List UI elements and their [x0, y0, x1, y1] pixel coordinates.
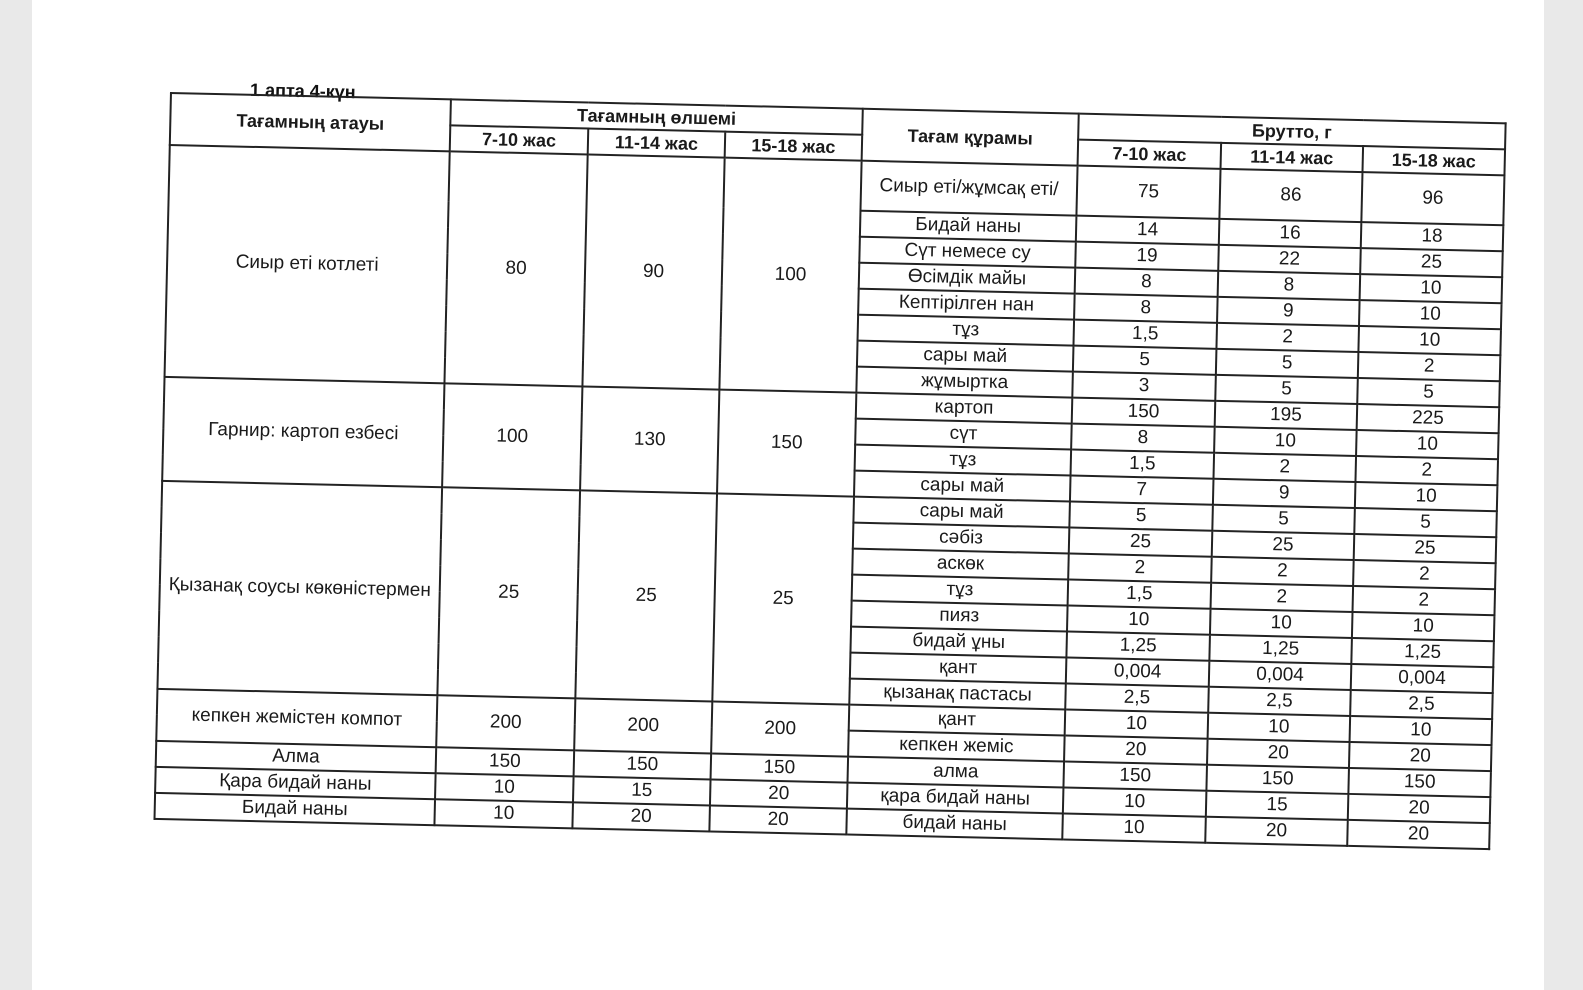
brutto-15-18: 10 [1352, 612, 1495, 641]
brutto-7-10: 7 [1070, 476, 1214, 505]
brutto-7-10: 14 [1076, 216, 1220, 245]
brutto-7-10: 19 [1075, 242, 1219, 271]
brutto-7-10: 0,004 [1066, 657, 1210, 686]
brutto-15-18: 18 [1361, 222, 1504, 251]
brutto-11-14: 9 [1213, 479, 1356, 508]
portion-11-14: 150 [574, 750, 712, 779]
brutto-7-10: 8 [1071, 424, 1215, 453]
header-dish-name: Тағамның атауы [170, 93, 451, 151]
header-brutto-age-11-14: 11-14 жас [1221, 143, 1364, 172]
brutto-11-14: 5 [1212, 505, 1355, 534]
ingredient-name: қызанақ пастасы [849, 679, 1066, 710]
brutto-7-10: 20 [1064, 735, 1208, 764]
brutto-15-18: 10 [1350, 716, 1493, 745]
ingredient-name: сәбіз [853, 523, 1070, 554]
brutto-15-18: 10 [1360, 274, 1503, 303]
portion-11-14: 130 [580, 386, 719, 493]
brutto-15-18: 5 [1354, 508, 1497, 537]
brutto-11-14: 16 [1219, 219, 1362, 248]
portion-11-14: 90 [582, 154, 724, 389]
brutto-7-10: 25 [1069, 528, 1213, 557]
brutto-11-14: 5 [1215, 375, 1358, 404]
brutto-11-14: 1,25 [1209, 635, 1352, 664]
portion-7-10: 25 [437, 487, 580, 698]
brutto-15-18: 0,004 [1351, 664, 1494, 693]
brutto-7-10: 2 [1068, 554, 1212, 583]
header-portion: Тағамның өлшемі [450, 99, 862, 134]
ingredient-name: Сүт немесе су [859, 237, 1076, 268]
header-portion-age-11-14: 11-14 жас [588, 128, 726, 157]
brutto-15-18: 2 [1355, 456, 1498, 485]
ingredient-name: Сиыр еті/жұмсақ еті/ [860, 161, 1077, 216]
portion-15-18: 20 [710, 779, 848, 808]
header-brutto-age-7-10: 7-10 жас [1078, 140, 1222, 169]
dish-name: Бидай наны [155, 793, 436, 825]
brutto-11-14: 10 [1210, 609, 1353, 638]
brutto-11-14: 25 [1212, 531, 1355, 560]
brutto-7-10: 3 [1072, 372, 1216, 401]
brutto-15-18: 20 [1349, 742, 1492, 771]
brutto-11-14: 2,5 [1208, 687, 1351, 716]
ingredient-name: Бидай наны [860, 211, 1077, 242]
portion-7-10: 100 [442, 383, 582, 490]
brutto-11-14: 10 [1214, 427, 1357, 456]
brutto-7-10: 1,25 [1066, 631, 1210, 660]
brutto-11-14: 10 [1208, 713, 1351, 742]
portion-7-10: 10 [435, 773, 574, 802]
ingredient-name: бидай ұны [850, 627, 1067, 658]
brutto-7-10: 75 [1076, 166, 1220, 219]
brutto-11-14: 9 [1217, 297, 1360, 326]
portion-11-14: 15 [573, 776, 711, 805]
scanned-page [32, 0, 1544, 990]
brutto-15-18: 10 [1356, 430, 1499, 459]
portion-11-14: 20 [572, 802, 710, 831]
brutto-11-14: 15 [1206, 791, 1349, 820]
brutto-15-18: 2 [1353, 586, 1496, 615]
ingredient-name: сары май [853, 497, 1070, 528]
portion-11-14: 25 [575, 490, 717, 701]
brutto-11-14: 150 [1206, 765, 1349, 794]
portion-7-10: 80 [444, 151, 587, 386]
brutto-15-18: 96 [1361, 172, 1504, 225]
dish-name: Алма [156, 741, 437, 773]
ingredient-name: Өсімдік майы [859, 263, 1076, 294]
ingredient-name: кепкен жеміс [848, 731, 1065, 762]
brutto-7-10: 5 [1073, 346, 1217, 375]
portion-15-18: 20 [709, 805, 847, 834]
ingredient-name: сары май [854, 471, 1071, 502]
header-brutto-age-15-18: 15-18 жас [1362, 146, 1505, 175]
brutto-7-10: 150 [1063, 761, 1207, 790]
brutto-7-10: 8 [1075, 268, 1219, 297]
ration-table [153, 92, 1506, 850]
portion-15-18: 100 [719, 158, 861, 393]
brutto-7-10: 1,5 [1073, 320, 1217, 349]
brutto-7-10: 5 [1069, 502, 1213, 531]
ingredient-name: қант [849, 705, 1066, 736]
ingredient-name: пияз [851, 601, 1068, 632]
dish-name: Қызанақ соусы көкөністермен [157, 481, 442, 695]
brutto-15-18: 2,5 [1350, 690, 1493, 719]
header-composition: Тағам құрамы [862, 109, 1079, 166]
brutto-11-14: 86 [1219, 169, 1362, 222]
header-portion-age-7-10: 7-10 жас [450, 125, 589, 154]
brutto-11-14: 22 [1218, 245, 1361, 274]
brutto-15-18: 1,25 [1351, 638, 1494, 667]
ingredient-name: қара бидай наны [847, 783, 1064, 814]
dish-name: кепкен жемістен компот [156, 689, 437, 747]
portion-11-14: 200 [574, 698, 712, 753]
brutto-11-14: 2 [1216, 323, 1359, 352]
ingredient-name: картоп [856, 393, 1073, 424]
brutto-11-14: 20 [1207, 739, 1350, 768]
brutto-15-18: 10 [1358, 326, 1501, 355]
ingredient-name: сары май [857, 341, 1074, 372]
brutto-15-18: 5 [1357, 378, 1500, 407]
brutto-15-18: 20 [1348, 794, 1491, 823]
brutto-7-10: 150 [1072, 398, 1216, 427]
brutto-11-14: 2 [1211, 557, 1354, 586]
document-title: 1 апта 4-күн [249, 79, 356, 103]
portion-15-18: 200 [711, 701, 849, 756]
brutto-15-18: 2 [1353, 560, 1496, 589]
brutto-11-14: 20 [1205, 817, 1348, 846]
ingredient-name: қант [850, 653, 1067, 684]
brutto-11-14: 2 [1211, 583, 1354, 612]
brutto-11-14: 8 [1218, 271, 1361, 300]
brutto-15-18: 20 [1347, 820, 1490, 849]
brutto-7-10: 10 [1065, 709, 1209, 738]
brutto-15-18: 10 [1359, 300, 1502, 329]
dish-name: Гарнир: картоп езбесі [162, 377, 444, 487]
dish-name: Сиыр еті котлеті [165, 145, 450, 383]
brutto-11-14: 0,004 [1209, 661, 1352, 690]
ingredient-name: Кептірілген нан [858, 289, 1075, 320]
brutto-11-14: 2 [1213, 453, 1356, 482]
ingredient-name: сүт [855, 419, 1072, 450]
brutto-7-10: 10 [1063, 787, 1207, 816]
brutto-7-10: 1,5 [1068, 580, 1212, 609]
ingredient-name: бидай наны [846, 809, 1063, 840]
brutto-7-10: 1,5 [1071, 450, 1215, 479]
brutto-7-10: 8 [1074, 294, 1218, 323]
portion-15-18: 25 [712, 494, 854, 705]
ingredient-name: аскөк [852, 549, 1069, 580]
brutto-15-18: 10 [1355, 482, 1498, 511]
header-portion-age-15-18: 15-18 жас [725, 132, 863, 161]
dish-name: Қара бидай наны [155, 767, 436, 799]
ingredient-name: жұмыртка [856, 367, 1073, 398]
portion-7-10: 10 [434, 799, 573, 828]
brutto-11-14: 5 [1216, 349, 1359, 378]
ingredient-name: алма [848, 757, 1065, 788]
ration-table-body [155, 145, 1505, 849]
ingredient-name: тұз [858, 315, 1075, 346]
brutto-7-10: 10 [1062, 813, 1206, 842]
header-brutto: Брутто, г [1078, 114, 1505, 150]
portion-7-10: 200 [436, 695, 575, 750]
ingredient-name: тұз [855, 445, 1072, 476]
portion-7-10: 150 [436, 747, 575, 776]
brutto-15-18: 150 [1348, 768, 1491, 797]
brutto-15-18: 25 [1354, 534, 1497, 563]
ingredient-name: тұз [852, 575, 1069, 606]
brutto-7-10: 2,5 [1065, 683, 1209, 712]
brutto-15-18: 25 [1360, 248, 1503, 277]
brutto-11-14: 195 [1215, 401, 1358, 430]
brutto-7-10: 10 [1067, 605, 1211, 634]
brutto-15-18: 2 [1358, 352, 1501, 381]
portion-15-18: 150 [711, 753, 849, 782]
portion-15-18: 150 [717, 390, 856, 497]
brutto-15-18: 225 [1357, 404, 1500, 433]
